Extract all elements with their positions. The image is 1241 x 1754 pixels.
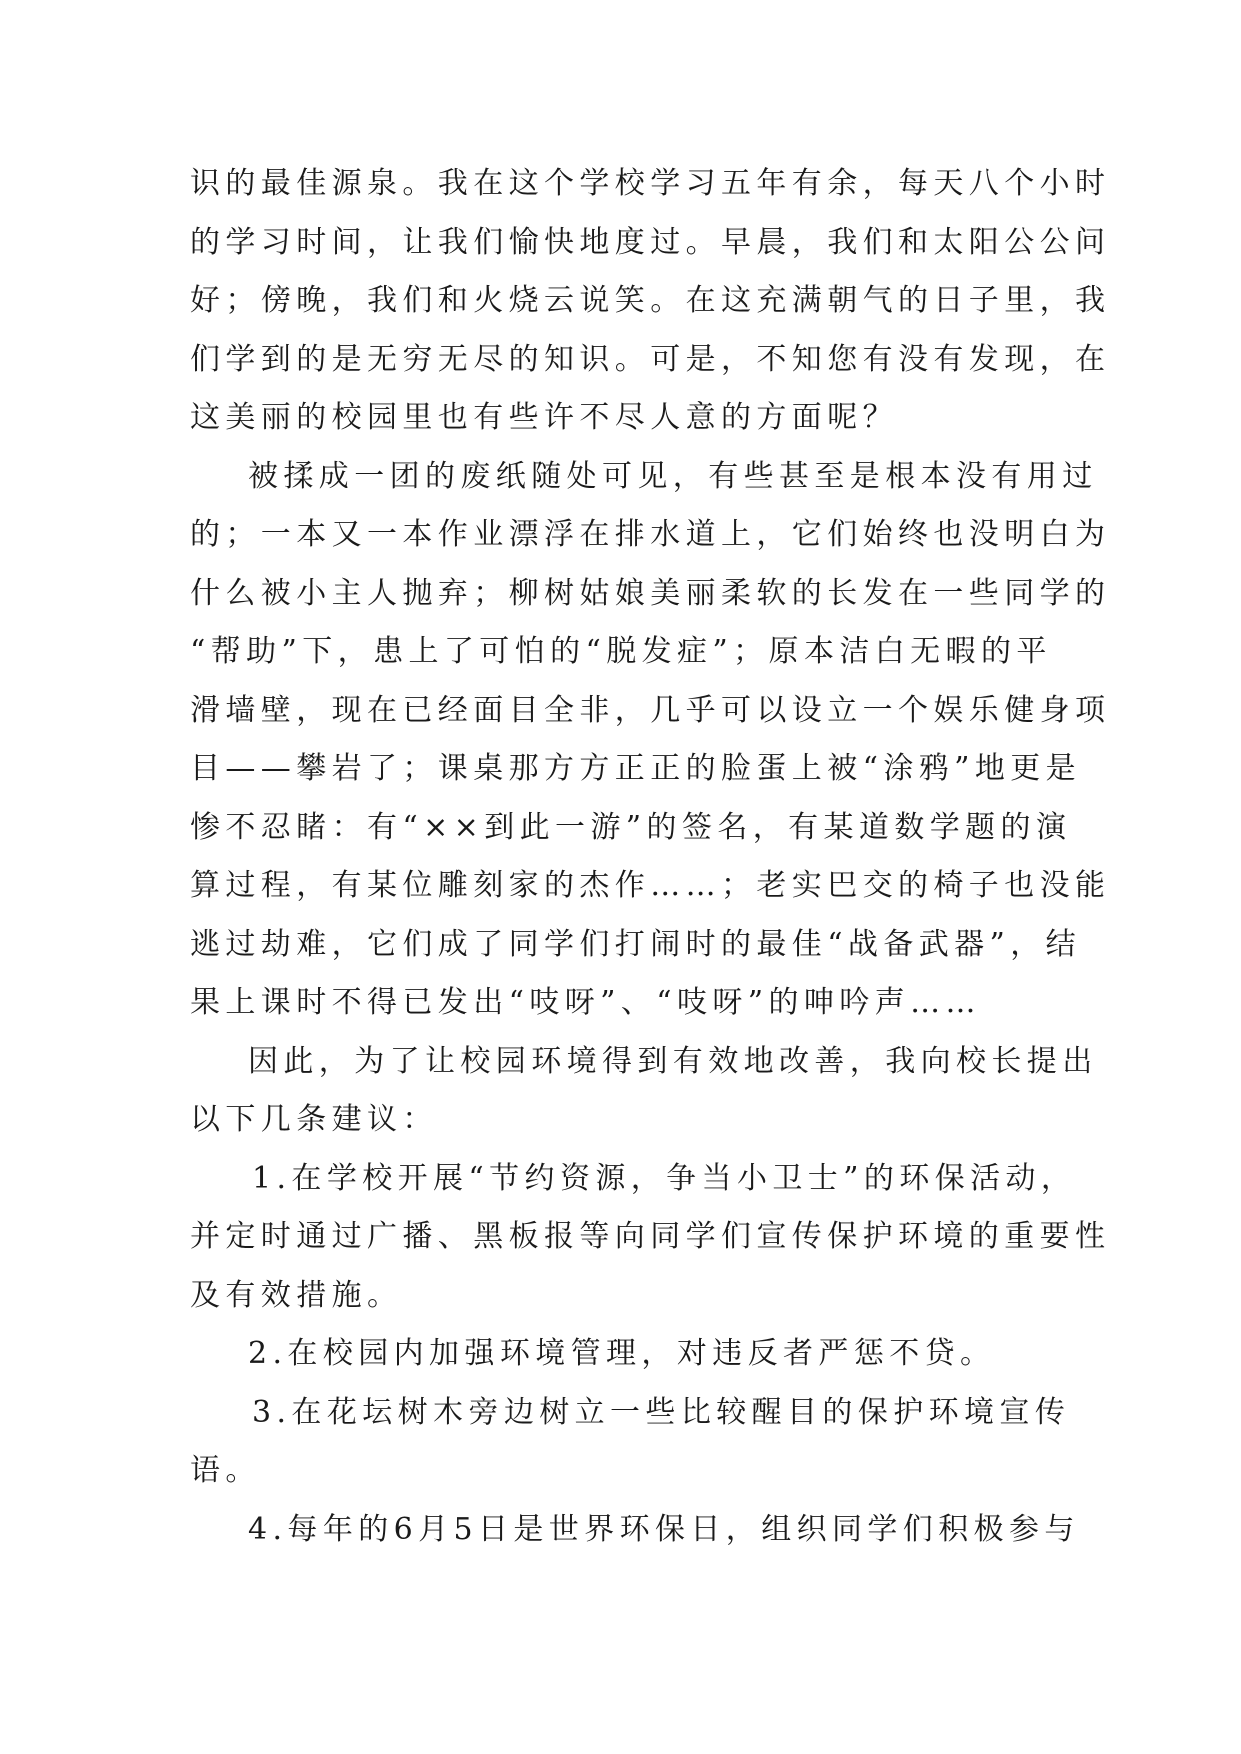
text-line: 目——攀岩了；课桌那方方正正的脸蛋上被“涂鸦”地更是 — [190, 751, 1082, 786]
text-line: 2.在校园内加强环境管理，对违反者严惩不贷。 — [248, 1336, 996, 1371]
text-line: 滑墙壁，现在已经面目全非，几乎可以设立一个娱乐健身项 — [190, 692, 1111, 728]
suggestion-2 — [190, 1325, 1050, 1384]
text-line: 因此，为了让校园环境得到有效地改善，我向校长提出 — [248, 1043, 1098, 1079]
text-line: 这美丽的校园里也有些许不尽人意的方面呢？ — [190, 400, 898, 435]
text-line: 好；傍晚，我们和火烧云说笑。在这充满朝气的日子里，我 — [190, 283, 1111, 318]
text-line: 3.在花坛树木旁边树立一些比较醒目的保护环境宣传 — [252, 1394, 1071, 1430]
paragraph-problems — [190, 448, 1111, 1033]
text-line: 果上课时不得已发出“吱呀”、“吱呀”的呻吟声…… — [190, 985, 981, 1020]
text-line: 语。 — [190, 1453, 261, 1488]
paragraph-proposal-intro — [190, 1033, 1098, 1150]
text-line: 识的最佳源泉。我在这个学校学习五年有余，每天八个小时 — [190, 166, 1111, 201]
suggestion-3 — [190, 1384, 1071, 1501]
text-line: 的；一本又一本作业漂浮在排水道上，它们始终也没明白为 — [190, 517, 1111, 552]
suggestion-4 — [190, 1501, 1080, 1560]
text-line: 被揉成一团的废纸随处可见，有些甚至是根本没有用过 — [248, 458, 1098, 494]
text-line: 什么被小主人抛弃；柳树姑娘美丽柔软的长发在一些同学的 — [190, 575, 1111, 611]
text-line: 们学到的是无穷无尽的知识。可是，不知您有没有发现，在 — [190, 341, 1111, 377]
text-line: 惨不忍睹：有“××到此一游”的签名，有某道数学题的演 — [190, 809, 1072, 845]
text-line: “帮助”下，患上了可怕的“脱发症”；原本洁白无暇的平 — [190, 634, 1052, 669]
text-line: 以下几条建议： — [190, 1102, 438, 1137]
document-body — [190, 155, 1111, 1559]
text-line: 并定时通过广播、黑板报等向同学们宣传保护环境的重要性 — [190, 1219, 1111, 1254]
text-line: 算过程，有某位雕刻家的杰作……；老实巴交的椅子也没能 — [190, 868, 1111, 903]
text-line: 4.每年的6月5日是世界环保日，组织同学们积极参与 — [248, 1511, 1080, 1547]
text-line: 及有效措施。 — [190, 1277, 403, 1313]
paragraph-intro-continued — [190, 155, 1111, 448]
text-line: 逃过劫难，它们成了同学们打闹时的最佳“战备武器”，结 — [190, 926, 1082, 962]
text-line: 的学习时间，让我们愉快地度过。早晨，我们和太阳公公问 — [190, 224, 1111, 260]
suggestion-1 — [190, 1150, 1111, 1326]
text-line: 1.在学校开展“节约资源，争当小卫士”的环保活动， — [252, 1160, 1077, 1196]
